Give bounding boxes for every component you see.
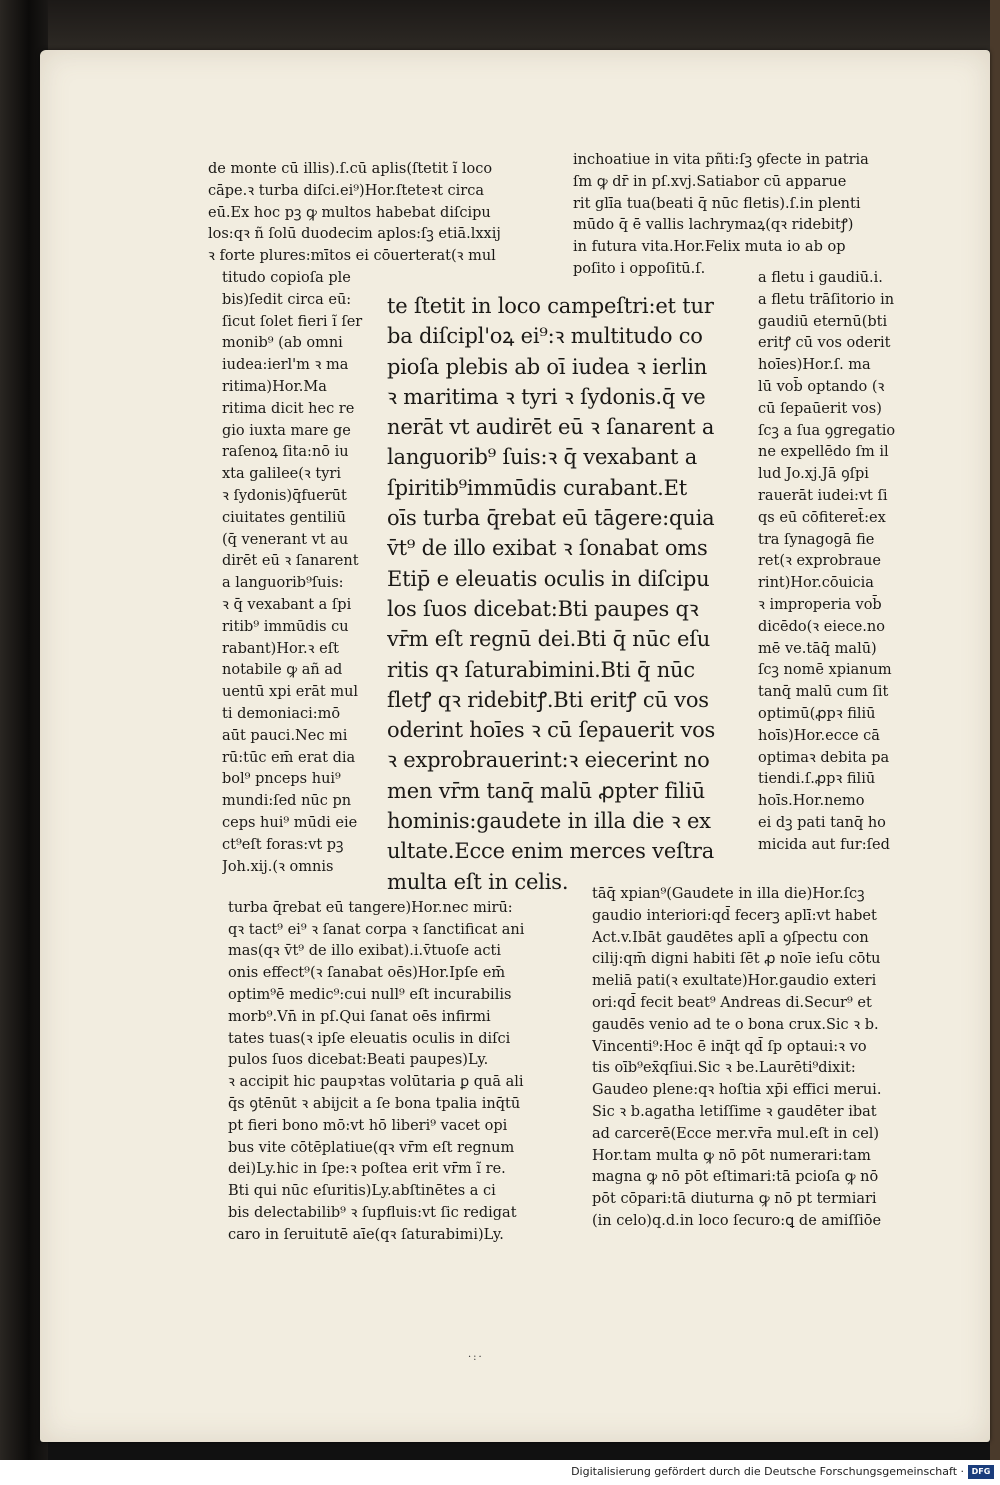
text-line: bol⁹ pnceps hui⁹ [222, 771, 341, 788]
text-line: ꝛ q̄ vexabant a ſpi [222, 596, 352, 613]
text-line: oīs turba q̄rebat eū tāgere:quia [387, 506, 715, 531]
text-line: poſito i oppoſitū.ſ. [573, 260, 706, 277]
text-line: optim⁹ē medic⁹:cui null⁹ eſt incurabilis [228, 986, 512, 1003]
text-line: men vr̄m tanq̄ malū ꝓpter filiū [387, 778, 705, 803]
gloss-bottom-left [228, 876, 590, 1247]
text-line: ne expellēdo ſm il [758, 444, 889, 461]
text-line: gaudio interiori:qd̄ fecerꝫ aplī:vt habet [592, 907, 877, 924]
footer-bar [0, 1460, 1000, 1485]
text-line: ba diſcipl'oꝝ ei⁹:ꝛ multitudo co [387, 324, 703, 349]
text-line: ſcꝫ a ſua ꝯgregatio [758, 422, 896, 439]
text-line: monib⁹ (ab omni [222, 335, 343, 352]
text-line: ad carcerē(Ecce mer.vr̄a mul.eſt in cel) [592, 1125, 880, 1142]
text-line: rit glīa tua(beati q̄ nūc fletis).ſ.in plenti [573, 195, 861, 212]
text-line: dei)Ly.hic in ſpe:ꝛ poſtea erit vr̄m ĩ re. [228, 1161, 506, 1178]
text-line: optimaꝛ debita pa [758, 749, 890, 766]
text-line: te ſtetit in loco campeſtri:et tur [387, 294, 714, 318]
text-line: pioſa plebis ab oī iudea ꝛ ierlin [387, 354, 708, 379]
text-line: rabant)Hor.ꝛ eſt [222, 640, 339, 657]
text-line: dicēdo(ꝛ eiece.no [758, 618, 885, 635]
footer-credit: Digitalisierung gefördert durch die Deutsche Forschungsgemeinschaft · [571, 1465, 964, 1478]
text-line: ori:qd̄ fecit beat⁹ Andreas di.Secur⁹ et [592, 994, 872, 1011]
text-line: a languorib⁹ſuis: [222, 575, 344, 592]
text-line: hoīs)Hor.ecce cā [758, 727, 880, 744]
text-line: ritima dicit hec re [222, 400, 355, 417]
text-line: ſm ꝙ dr̄ in pſ.xvj.Satiabor cū apparue [573, 173, 847, 190]
text-line: mundi:ſed nūc pn [222, 793, 352, 810]
text-line: ſpiritib⁹immūdis curabant.Et [387, 475, 687, 500]
text-line: oderint hoīes ꝛ cū ſepauerit vos [387, 718, 716, 743]
text-line: rauerāt iudei:vt ſi [758, 487, 888, 504]
text-line [228, 876, 590, 898]
text-line: ritis qꝛ ſaturabimini.Bti q̄ nūc [387, 657, 695, 682]
text-line: mas(qꝛ v̄t⁹ de illo exibat).i.v̄tuoſe acti [228, 943, 501, 960]
gloss-bottom-right [592, 884, 944, 1233]
text-line: (q̄ venerant vt au [222, 531, 349, 548]
text-line: a fletu trāſitorio in [758, 291, 895, 308]
text-line: Etip̄ e eleuatis oculis in diſcipu [387, 566, 710, 591]
dfg-logo: DFG [968, 1465, 994, 1479]
text-line: caro in ſeruitutē aīe(qꝛ ſaturabimi)Ly. [228, 1226, 504, 1243]
text-line: (in celo)q.d.in loco ſecuro:ꝗ de amiſſiōe [592, 1212, 882, 1229]
text-line: los ſuos dicebat:Bti paupes qꝛ [387, 596, 699, 621]
text-line: ꝛ exprobrauerint:ꝛ eiecerint no [387, 748, 710, 773]
text-line: tra ſynagogā fie [758, 531, 875, 548]
text-line: Act.v.Ibāt gaudētes aplī a ꝯſpectu con [592, 929, 869, 946]
text-line: de monte cū illis).ſ.cū aplis(ſtetit ĩ loco [208, 161, 493, 177]
text-line: meliā pati(ꝛ exultate)Hor.gaudio exteri [592, 973, 877, 990]
text-line: ti demoniaci:mō [222, 705, 341, 722]
text-line: magna ꝙ nō pōt eſtimari:tā pcioſa ꝙ nō [592, 1169, 879, 1186]
text-line: multa eſt in celis. [387, 869, 569, 894]
text-line: fletꝭ qꝛ ridebitꝭ.Bti eritꝭ cū vos [387, 687, 709, 712]
text-line: pōt cōpari:tā diuturna ꝙ nō pt termiari [592, 1191, 877, 1208]
signature-mark: ·:· [468, 1352, 484, 1363]
text-line: gaudēs venio ad te o bona crux.Sic ꝛ b. [592, 1016, 879, 1033]
text-line: vr̄m eſt regnū dei.Bti q̄ nūc eſu [387, 627, 711, 652]
text-line: ꝛ ſydonis)q̄fuerūt [222, 487, 347, 504]
text-line: tiendi.ſ.ꝓpꝛ filiū [758, 771, 876, 788]
text-line: onis effect⁹(ꝛ ſanabat oēs)Hor.Ipſe em̄ [228, 965, 506, 982]
text-line: ret(ꝛ exprobraue [758, 553, 881, 570]
text-line: gaudiū eternū(bti [758, 313, 888, 330]
text-line: Bti qui nūc eſuritis)Ly.abſtinētes a ci [228, 1183, 496, 1200]
text-line: gio iuxta mare ge [222, 422, 351, 439]
text-line: lud Jo.xj.Jā ꝯſpi [758, 466, 869, 483]
text-line: xta galilee(ꝛ tyri [222, 466, 341, 483]
text-line: bus vite cōtēplatiue(qꝛ vr̄m eſt regnum [228, 1139, 515, 1156]
gloss-top-left [208, 159, 563, 268]
text-line: eritꝭ cū vos oderit [758, 335, 891, 352]
text-line: bis delectabilib⁹ ꝛ ſupfluis:vt ſic redigat [228, 1204, 517, 1221]
text-line: Gaudeo plene:qꝛ hoſtia xp̄i effici merui. [592, 1082, 882, 1099]
text-line: micida aut fur:ſed [758, 836, 890, 853]
gloss-top-right [573, 150, 928, 281]
text-line: ſicut ſolet fieri ĩ ſer [222, 313, 363, 330]
text-line: hoīes)Hor.ſ. ma [758, 357, 871, 374]
text-line: ceps hui⁹ mūdi eie [222, 814, 358, 831]
text-line: uentū xpi erāt mul [222, 684, 359, 701]
text-line: pt fieri bono mō:vt hō liberi⁹ vacet opi [228, 1117, 508, 1134]
text-line: ſcꝫ nomē xpianum [758, 662, 892, 679]
text-line: ꝛ accipit hic paupꝛtas volūtaria ꝑ quā ali [228, 1074, 524, 1091]
text-line: qs eū cōfiteret̄:ex [758, 509, 886, 526]
text-line: raſenoꝝ ſita:nō iu [222, 444, 349, 461]
text-line: turba q̄rebat eū tangere)Hor.nec mirū: [228, 899, 513, 916]
text-line: ct⁹eſt foras:vt pꝫ [222, 836, 344, 853]
text-line: titudo copioſa ple [222, 270, 351, 286]
text-line: iudea:ierl'm ꝛ ma [222, 357, 349, 374]
text-line: optimū(ꝓpꝛ filiū [758, 705, 876, 722]
text-line: ritima)Hor.Ma [222, 378, 327, 395]
text-line: q̄s ꝯtēnūt ꝛ abijcit a ſe bona tpalia inq̄tū [228, 1095, 521, 1112]
text-line: bis)ſedit circa eū: [222, 291, 352, 308]
text-line: mē ve.tāq̄ malū) [758, 640, 877, 657]
text-line: qꝛ tact⁹ ei⁹ ꝛ ſanat corpa ꝛ ſanctificat ani [228, 921, 525, 938]
scan-border-top [0, 0, 1000, 52]
text-line: Sic ꝛ b.agatha letiſſime ꝛ gaudēter ibat [592, 1103, 877, 1120]
text-line: eū.Ex hoc pꝫ ꝙ multos habebat diſcipu [208, 204, 491, 221]
text-line: los:qꝛ ñ ſolū duodecim aplos:ſꝫ etiā.lxxij [208, 226, 501, 243]
text-line: ꝛ improperia vob̄ [758, 596, 882, 613]
text-line: notabile ꝙ añ ad [222, 662, 343, 679]
text-line: inchoatiue in vita pñti:ſꝫ ꝯfecte in patria [573, 152, 869, 168]
text-line: v̄t⁹ de illo exibat ꝛ ſonabat oms [387, 536, 708, 561]
text-line: hoīs.Hor.nemo [758, 793, 865, 810]
text-line: rint)Hor.cōuicia [758, 575, 874, 592]
text-line: ei dꝫ pati tanq̄ ho [758, 814, 886, 831]
text-line: languorib⁹ ſuis:ꝛ q̄ vexabant a [387, 445, 698, 470]
text-line: tanq̄ malū cum ſit [758, 684, 889, 701]
text-line: cāpe.ꝛ turba diſci.ei⁹)Hor.ſteteꝛt circa [208, 182, 484, 199]
gloss-left-side [222, 268, 374, 878]
text-line: ꝛ forte plures:mītos ei cōuerterat(ꝛ mul [208, 248, 496, 265]
gloss-right-side [758, 268, 930, 857]
text-line: ritib⁹ immūdis cu [222, 618, 349, 635]
text-line: aūt pauci.Nec mi [222, 727, 348, 744]
text-line: nerāt vt audirēt eū ꝛ ſanarent a [387, 415, 715, 440]
scan-border-right [990, 0, 1000, 1460]
text-line: Joh.xij.(ꝛ omnis [222, 858, 334, 875]
text-line: morb⁹.Vn̄ in pſ.Qui ſanat oēs infirmi [228, 1008, 491, 1025]
text-line: ciuitates gentiliū [222, 509, 346, 526]
text-line: pulos ſuos dicebat:Beati paupes)Ly. [228, 1052, 489, 1069]
text-line: tates tuas(ꝛ ipſe eleuatis oculis in diſci [228, 1030, 511, 1047]
text-line: in futura vita.Hor.Felix muta io ab op [573, 239, 846, 256]
text-line: a fletu i gaudiū.i. [758, 270, 883, 286]
text-line: ꝛ maritima ꝛ tyri ꝛ ſydonis.q̄ ve [387, 384, 706, 409]
text-line: lū vob̄ optando (ꝛ [758, 378, 885, 395]
text-line: Hor.tam multa ꝙ nō pōt numerari:tam [592, 1147, 871, 1164]
text-line: Vincenti⁹:Hoc ē inq̄t qd̄ ſp optaui:ꝛ vo [592, 1038, 867, 1055]
text-line: ultate.Ecce enim merces veſtra [387, 839, 715, 864]
main-text [387, 291, 759, 897]
text-line: cilij:qm̄ digni habiti ſēt ꝓ noīe ieſu cōtu [592, 951, 881, 968]
text-line: tis oīb⁹ex̄qſiui.Sic ꝛ be.Laurēti⁹dixit: [592, 1060, 856, 1077]
text-line: rū:tūc em̄ erat dia [222, 749, 356, 766]
text-line: hominis:gaudete in illa die ꝛ ex [387, 809, 711, 834]
text-line: dirēt eū ꝛ ſanarent [222, 553, 359, 570]
text-line: cū ſepaūerit vos) [758, 400, 882, 417]
text-line: mūdo q̄ ē vallis lachrymaꝝ(qꝛ ridebitꝭ) [573, 217, 854, 234]
text-line: tāq̄ xpian⁹(Gaudete in illa die)Hor.ſcꝫ [592, 886, 865, 902]
